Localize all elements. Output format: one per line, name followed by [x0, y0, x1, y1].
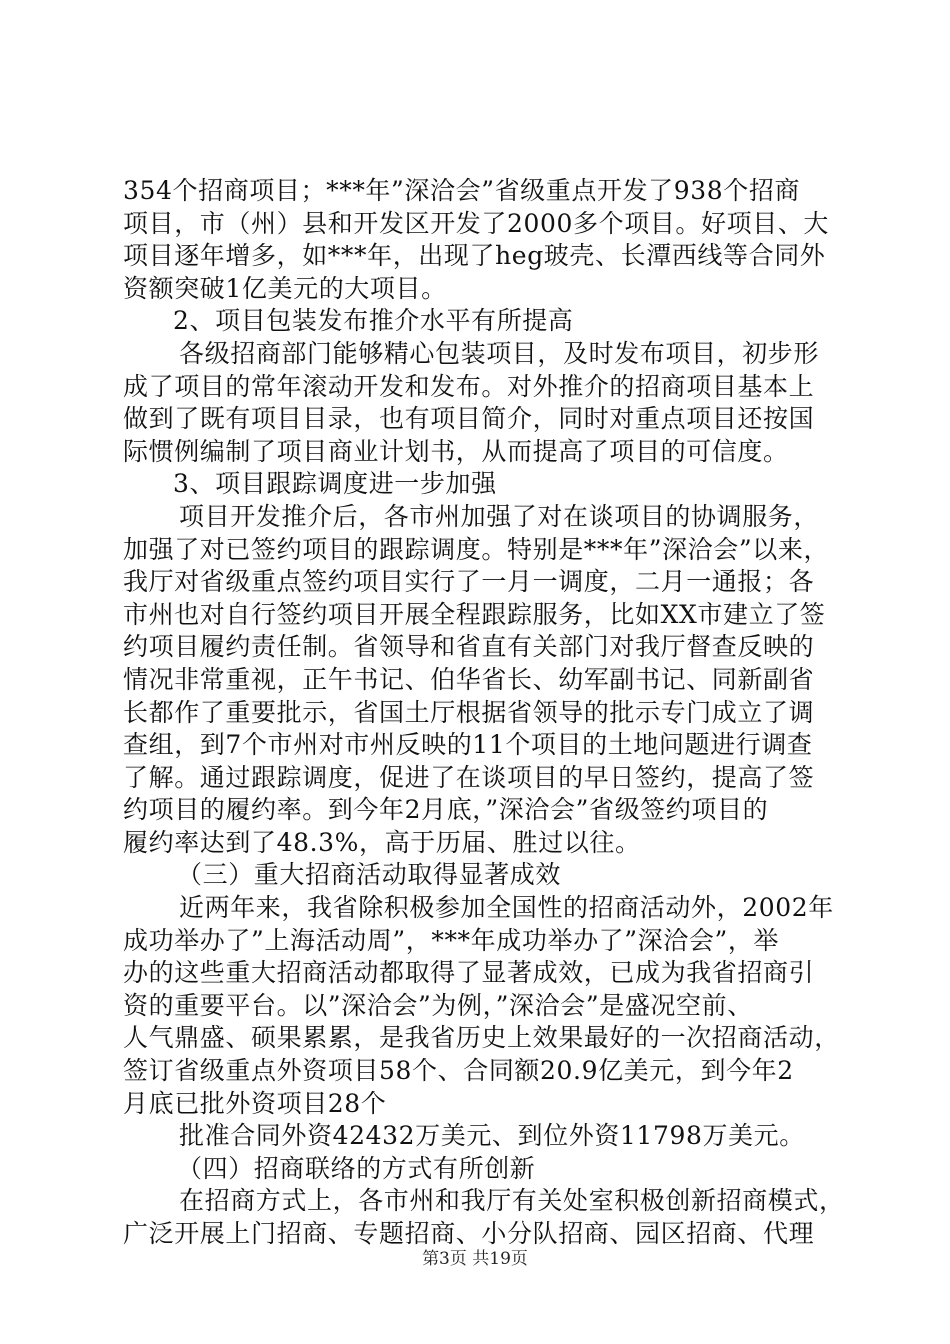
text-line: 约项目履约责任制。省领导和省直有关部门对我厅督查反映的 — [123, 632, 815, 662]
text-line: 长都作了重要批示，省国土厅根据省领导的批示专门成立了调 — [123, 697, 815, 727]
text-line: 2、项目包装发布推介水平有所提高 — [173, 306, 574, 336]
text-line: 际惯例编制了项目商业计划书，从而提高了项目的可信度。 — [123, 436, 789, 466]
text-line: （四）招商联络的方式有所创新 — [177, 1153, 536, 1183]
text-line: 我厅对省级重点签约项目实行了一月一调度，二月一通报；各 — [123, 567, 815, 597]
text-line: 资的重要平台。以”深洽会”为例，”深洽会”是盛况空前、 — [123, 990, 753, 1020]
text-line: 情况非常重视，正午书记、伯华省长、幼军副书记、同新副省 — [123, 664, 815, 694]
text-line: 在招商方式上，各市州和我厅有关处室积极创新招商模式， — [179, 1186, 845, 1216]
text-line: 履约率达到了48.3%，高于历届、胜过以往。 — [123, 827, 641, 857]
text-line: 项目逐年增多，如***年，出现了heg玻壳、长潭西线等合同外 — [123, 241, 826, 271]
text-line: 月底已批外资项目28个 — [123, 1088, 387, 1118]
text-line: 做到了既有项目目录，也有项目简介，同时对重点项目还按国 — [123, 404, 815, 434]
text-line: 成功举办了”上海活动周”，***年成功举办了”深洽会”，举 — [123, 925, 780, 955]
text-line: 354个招商项目；***年”深洽会”省级重点开发了938个招商 — [123, 176, 801, 205]
text-line: 3、项目跟踪调度进一步加强 — [173, 469, 497, 499]
text-line: 近两年来，我省除积极参加全国性的招商活动外，2002年 — [179, 893, 834, 923]
text-line: 批准合同外资42432万美元、到位外资11798万美元。 — [179, 1121, 805, 1151]
text-line: 签订省级重点外资项目58个、合同额20.9亿美元，到今年2 — [123, 1056, 794, 1086]
text-line: （三）重大招商活动取得显著成效 — [177, 860, 562, 890]
text-line: 办的这些重大招商活动都取得了显著成效，已成为我省招商引 — [123, 958, 815, 988]
document-body — [123, 175, 845, 1251]
text-line: 了解。通过跟踪调度，促进了在谈项目的早日签约，提高了签 — [123, 762, 815, 792]
text-line: 广泛开展上门招商、专题招商、小分队招商、园区招商、代理 — [123, 1219, 815, 1248]
text-line: 资额突破1亿美元的大项目。 — [123, 273, 447, 303]
text-line: 加强了对已签约项目的跟踪调度。特别是***年”深洽会”以来， — [123, 534, 830, 564]
text-line: 查组，到7个市州对市州反映的11个项目的土地问题进行调查 — [123, 730, 813, 760]
text-line: 市州也对自行签约项目开展全程跟踪服务，比如XX市建立了签 — [123, 599, 826, 629]
text-line: 各级招商部门能够精心包装项目，及时发布项目，初步形 — [179, 338, 820, 368]
page-footer — [0, 1244, 950, 1269]
text-line: 人气鼎盛、硕果累累，是我省历史上效果最好的一次招商活动， — [123, 1023, 840, 1053]
text-line: 项目开发推介后，各市州加强了对在谈项目的协调服务， — [179, 501, 820, 531]
text-line: 成了项目的常年滚动开发和发布。对外推介的招商项目基本上 — [123, 371, 815, 401]
text-line: 项目，市（州）县和开发区开发了2000多个项目。好项目、大 — [123, 208, 830, 238]
page-number-label: 第3页 共19页 — [422, 1249, 528, 1269]
text-line: 约项目的履约率。到今年2月底，”深洽会”省级签约项目的 — [123, 795, 769, 825]
